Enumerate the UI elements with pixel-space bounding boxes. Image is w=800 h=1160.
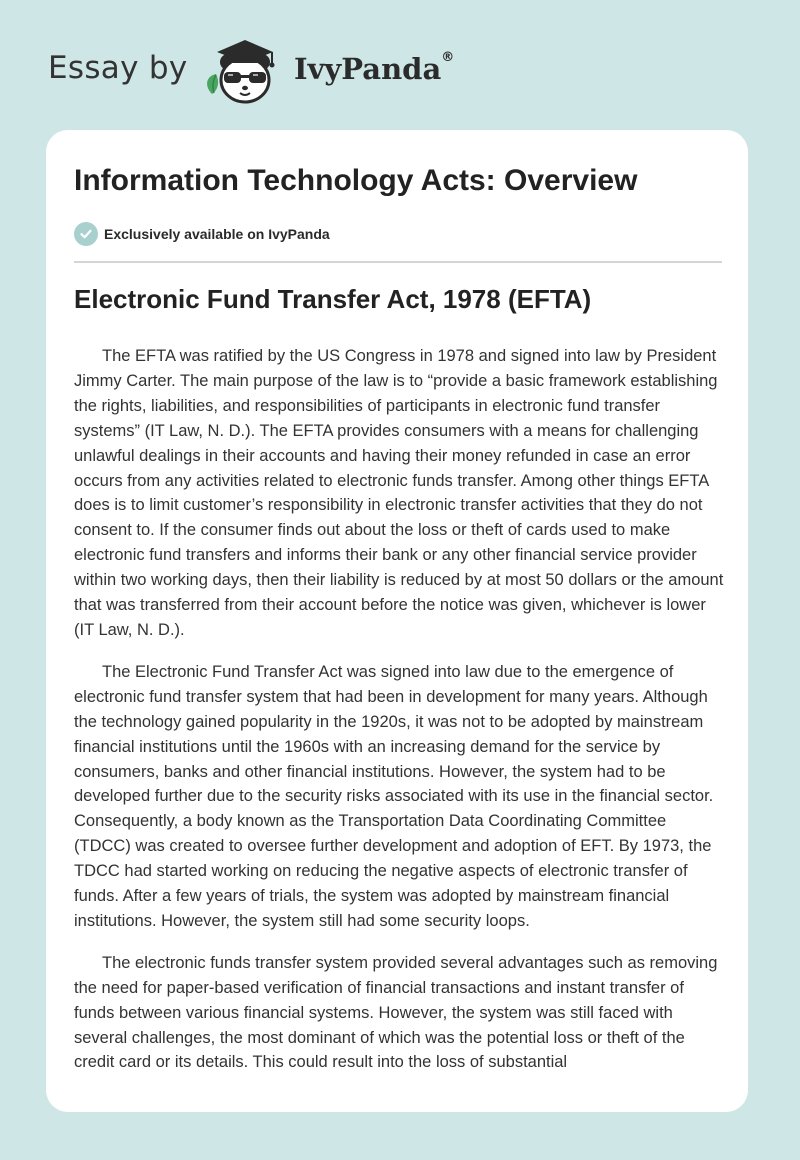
- exclusive-badge: [74, 222, 330, 246]
- registered-mark: ®: [441, 50, 455, 65]
- essay-card: [46, 130, 748, 1112]
- brand-label: IvyPanda: [294, 52, 442, 86]
- paragraph-3: The electronic funds transfer system provided several advantages such as removing the need for paper-based verification of financial transactions and instant transfer of funds between various financial systems. However, the system was still faced with several challenges, the most dominant of which was the potential loss or theft of the credit card or its details. This could result into the loss of substantial: [74, 953, 718, 1072]
- page-title: Information Technology Acts: Overview: [74, 164, 638, 197]
- divider: [74, 261, 722, 263]
- section-heading: Electronic Fund Transfer Act, 1978 (EFTA): [74, 284, 592, 314]
- check-circle-icon: [74, 222, 98, 246]
- essay-by-label: Essay by: [48, 50, 188, 86]
- panda-logo-icon[interactable]: [200, 36, 286, 108]
- brand-name[interactable]: [294, 52, 454, 86]
- paragraph-1: The EFTA was ratified by the US Congress in 1978 and signed into law by President Jimmy Carter. The main purpose of the law is to “provide a basic framework establishing the rights, liabilities, and responsibilities of participants in electronic fund transfer systems” (IT Law, N. D.). The EFTA provides consumers with a means for challenging unlawful dealings in their accounts and having their money refunded in case an error occurs from any activities related to electronic funds transfer. Among other things EFTA does is to limit customer’s responsibility in electronic transfer activities that they do not consent to. If the consumer finds out about the loss or theft of cards used to make electronic fund transfers and informs their bank or any other financial service provider within two working days, then their liability is reduced by at most 50 dollars or the amount that was transferred from their account before the notice was given, whichever is lower (IT Law, N. D.).: [74, 347, 724, 639]
- site-header: [0, 0, 800, 130]
- paragraph-2: The Electronic Fund Transfer Act was signed into law due to the emergence of electronic fund transfer system that had been in development for many years. Although the technology gained popularity in the 1920s, it was not to be adopted by mainstream financial institutions until the 1960s with an increasing demand for the service by consumers, banks and other financial institutions. However, the system had to be developed further due to the security risks associated with its use in the financial sector. Consequently, a body known as the Transportation Data Coordinating Committee (TDCC) was created to oversee further development and adoption of EFT. By 1973, the TDCC had started working on reducing the negative aspects of electronic transfer of funds. After a few years of trials, the system was adopted by mainstream financial institutions. However, the system still had some security loops.: [74, 662, 714, 930]
- exclusive-label: Exclusively available on IvyPanda: [104, 226, 330, 242]
- article-body: [74, 344, 726, 1092]
